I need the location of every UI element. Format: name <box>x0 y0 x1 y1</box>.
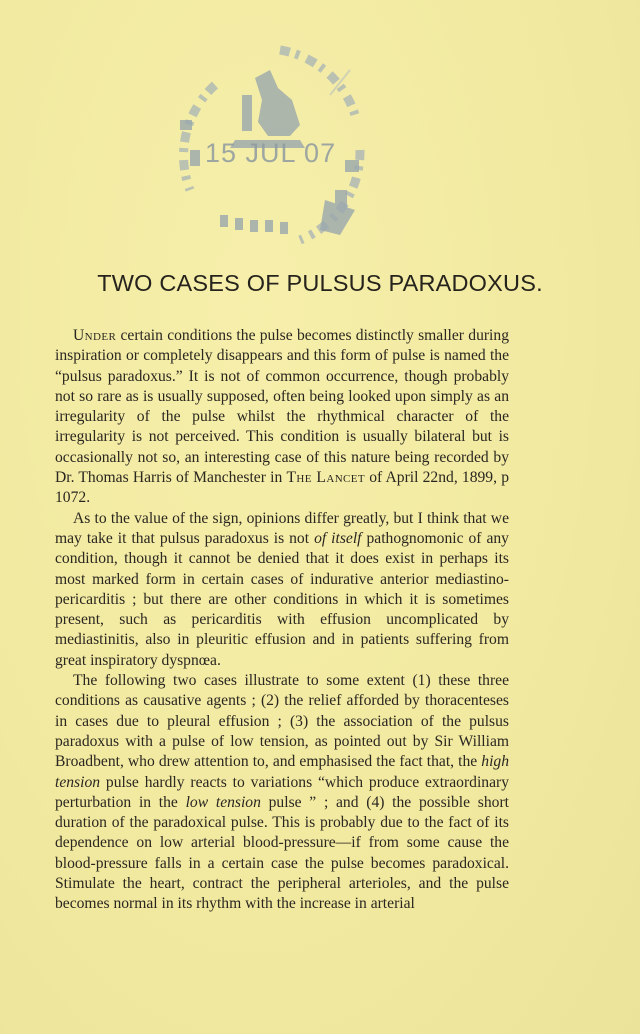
journal-name: The Lancet <box>286 469 366 487</box>
paragraph-text: of April 22nd, 1899, p 1072. <box>55 469 509 507</box>
article-title: TWO CASES OF PULSUS PARADOXUS. <box>97 270 543 296</box>
emphasis-text: high tension <box>55 753 509 791</box>
paragraph-text: The following two cases illustrate to some extent (1) these three conditions as causative agents ; (2) the relief afforded by thoracenteses in cases due to pleural effusion ; (3) the association of the pulsus paradoxus with a pulse of low tension, as pointed out by Sir William Broadbent, who drew attention to, and emphasised the fact that, the <box>55 672 509 771</box>
paragraph-lead-word: Under <box>73 327 117 344</box>
paragraph-text: As to the value of the sign, opinions differ greatly, but I think that we may take it that pulsus paradoxus is not <box>55 509 509 547</box>
emphasis-text: low tension <box>185 793 261 811</box>
stamp-date: 15 JUL 07 <box>205 138 337 168</box>
paragraph-text: pulse ” ; and (4) the possible short duration of the paradoxical pulse. This is probably due to the fact of its dependence on low arterial blood-pressure—if from some cause the blood-pressure falls in a certain case the pulse becomes paradoxical. Stimulate the heart, contract the peripheral arterioles, and the pulse becomes normal in its rhythm with the increase in arterial <box>55 793 509 913</box>
paragraph-3 <box>55 671 509 915</box>
paragraph-text: pathognomonic of any condition, though it cannot be denied that it does exist in perhaps its most marked form in certain cases of indurative anterior mediastino-pericarditis ; but there are other conditions in which it is sometimes present, such as pericarditis with effusion uncomplicated by mediastinitis, also in pleuritic effusion and in patients suffering from great inspiratory dyspnœa. <box>55 529 509 669</box>
paragraph-2 <box>55 509 509 671</box>
paragraph-text: certain conditions the pulse becomes distinctly smaller during inspiration or completely disappears and this form of pulse is named the “pulsus paradoxus.” It is not of common occurrence, though probably not so rare as is usually supposed, often being looked upon simply as an irregularity of the pulse whilst the rhythmical character of the irregularity is not perceived. This condition is usually bilateral but is occasionally not so, an interesting case of this nature being recorded by Dr. Thomas Harris of Manchester in <box>55 327 509 487</box>
article-body <box>55 326 509 915</box>
paragraph-1 <box>55 326 509 509</box>
emphasis-text: of itself <box>314 529 362 547</box>
paragraph-text: pulse hardly reacts to variations “which produce extraordinary perturbation in the <box>55 773 509 811</box>
